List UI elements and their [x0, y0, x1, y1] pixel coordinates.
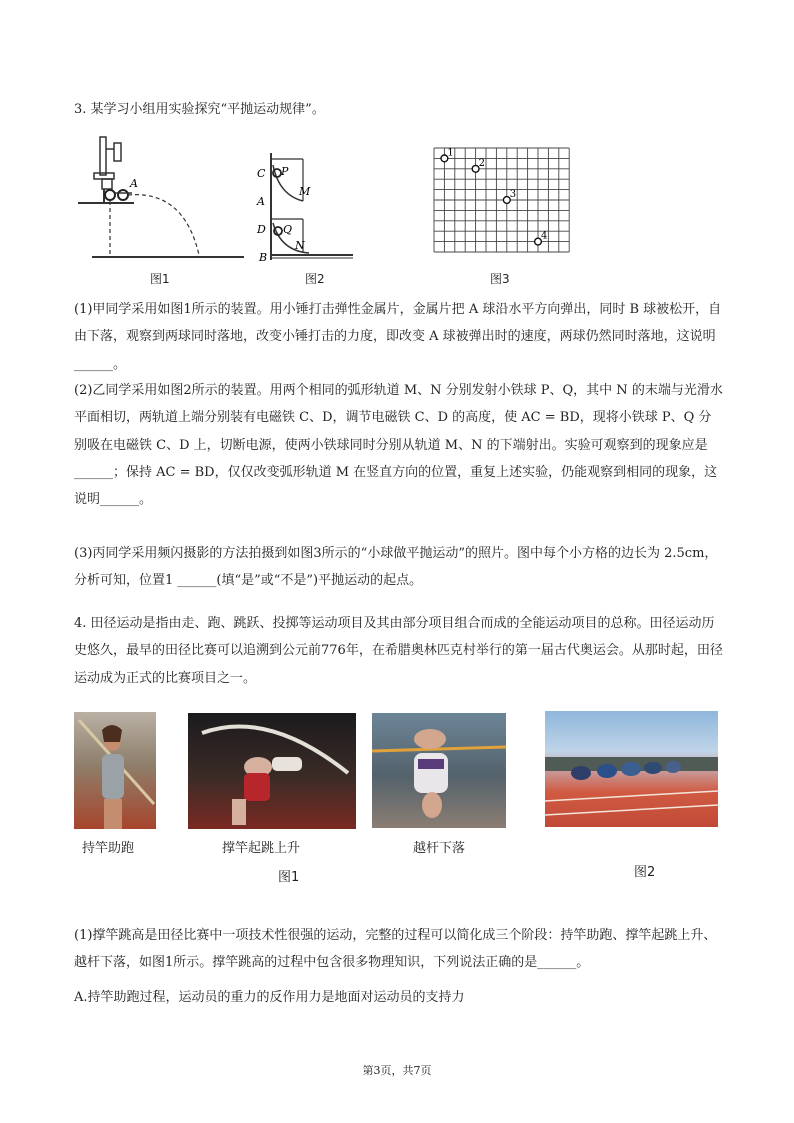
fig2-label-d: D	[257, 223, 266, 236]
trajectory-point-label: 2	[478, 157, 485, 169]
q3-fig2-caption: 图2	[305, 272, 325, 286]
q3-fig3-grid	[434, 148, 570, 258]
fig2-label-a: A	[257, 195, 265, 208]
q4-fig1-caption: 图1	[278, 870, 300, 885]
photo-label-run: 持竿助跑	[82, 841, 135, 856]
fig2-label-m: M	[299, 185, 311, 198]
photo-label-fall: 越杆下落	[413, 841, 466, 856]
fig2-label-q: Q	[283, 223, 293, 236]
fig2-label-n: N	[295, 239, 305, 252]
trajectory-point-label: 4	[541, 230, 548, 242]
q3-part2: (2)乙同学采用如图2所示的装置。用两个相同的弧形轨道 M、N 分别发射小铁球 P、Q，其中 N 的末端与光滑水平面相切，两轨道上端分别装有电磁铁 C、D，调节电磁铁 C、D 的高度，使 AC = BD，现将小铁球 P、Q 分别吸在电磁铁 C、D 上，切断电源，使两小铁球同时分别从轨道 M、N 的下端射出。实验可观察到的现象应是______；保持 AC = BD，仅仅改变弧形轨道 M 在竖直方向的位置，重复上述实验，仍能观察到相同的现象，这说明______。	[74, 383, 723, 508]
q4-part1: (1)撑竿跳高是田径比赛中一项技术性很强的运动，完整的过程可以简化成三个阶段：持竿助跑、撑竿起跳上升、越杆下落，如图1所示。撑竿跳高的过程中包含很多物理知识，下列说法正确的是______。	[74, 928, 717, 971]
q4-intro: 4. 田径运动是指由走、跑、跳跃、投掷等运动项目及其由部分项目组合而成的全能运动项目的总称。田径运动历史悠久，最早的田径比赛可以追溯到公元前776年，在希腊奥林匹克村举行的第一届古代奥运会。从那时起，田径运动成为正式的比赛项目之一。	[74, 616, 723, 686]
photo-pole-run	[74, 712, 156, 829]
fig2-label-c: C	[257, 167, 266, 180]
fig2-label-p: P	[281, 165, 289, 178]
trajectory-point-label: 1	[447, 147, 454, 159]
photo-bar-fall	[372, 713, 506, 828]
q4-option-a: A.持竿助跑过程，运动员的重力的反作用力是地面对运动员的支持力	[74, 990, 465, 1005]
q4-fig2-caption: 图2	[634, 865, 656, 880]
q3-fig2-apparatus	[253, 135, 358, 265]
photo-pole-rise	[188, 713, 356, 829]
q3-part1: (1)甲同学采用如图1所示的装置。用小锤打击弹性金属片，金属片把 A 球沿水平方向弹出，同时 B 球被松开，自由下落，观察到两球同时落地，改变小锤打击的力度，即改变 A 球被弹出时的速度，两球仍然同时落地，这说明______。	[74, 302, 722, 372]
q3-part3: (3)丙同学采用频闪摄影的方法拍摄到如图3所示的“小球做平抛运动”的照片。图中每个小方格的边长为 2.5cm，分析可知，位置1 ______(填“是”或“不是”)平抛运动的起点。	[74, 546, 718, 589]
trajectory-point-label: 3	[509, 189, 517, 200]
page-footer: 第3页，共7页	[362, 1064, 432, 1077]
fig2-label-b: B	[259, 251, 268, 264]
q3-title: 3. 某学习小组用实验探究“平抛运动规律”。	[74, 102, 325, 117]
photo-label-rise: 撑竿起跳上升	[222, 841, 301, 856]
fig1-label-a: A	[130, 177, 138, 190]
q3-fig3-caption: 图3	[490, 272, 510, 286]
photo-sprint-start	[545, 711, 718, 827]
q3-fig1-caption: 图1	[150, 272, 170, 286]
q3-fig1-apparatus	[74, 135, 249, 265]
